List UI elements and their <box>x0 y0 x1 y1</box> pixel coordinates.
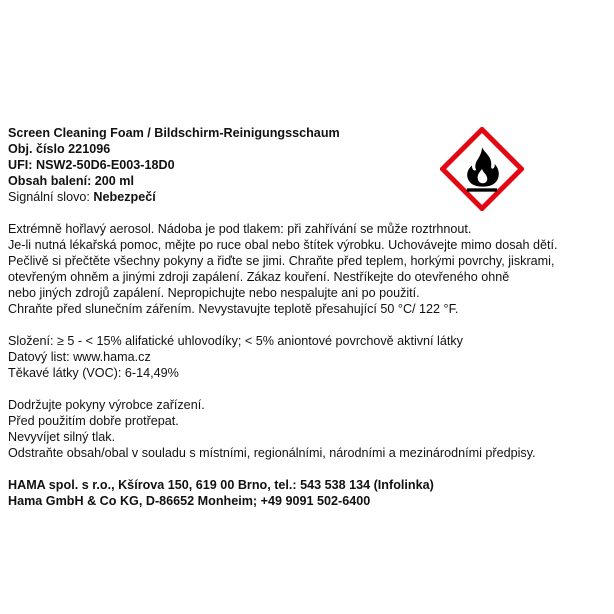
datasheet-line: Datový list: www.hama.cz <box>8 350 151 364</box>
hazard-line: Extrémně hořlavý aerosol. Nádoba je pod tlakem: při zahřívání se může roztrhnout. <box>8 222 472 236</box>
instruction-line: Odstraňte obsah/obal v souladu s místními, regionálními, národními a mezinárodními předpisy. <box>8 446 536 460</box>
instruction-line: Nevyvíjet silný tlak. <box>8 430 116 444</box>
ghs-flammable-icon <box>440 127 524 211</box>
hazard-line: Chraňte před slunečním zářením. Nevystavujte teplotě přesahující 50 °C/ 122 °F. <box>8 302 459 316</box>
hazard-line: Je-li nutná lékařská pomoc, mějte po ruce obal nebo štítek výrobku. Uchovávejte mimo dosah dětí. <box>8 238 558 252</box>
hazard-line: nebo jiných zdrojů zapálení. Nepropichujte nebo nespalujte ani po použití. <box>8 286 420 300</box>
manufacturer-line: HAMA spol. s r.o., Kšírova 150, 619 00 Brno, tel.: 543 538 134 (Infolinka) <box>8 478 434 492</box>
order-number: Obj. číslo 221096 <box>8 142 111 156</box>
instruction-line: Před použitím dobře protřepat. <box>8 414 179 428</box>
package-content: Obsah balení: 200 ml <box>8 174 134 188</box>
composition-block <box>8 333 608 381</box>
manufacturer-line: Hama GmbH & Co KG, D-86652 Monheim; +49 9091 502-6400 <box>8 494 371 508</box>
product-name: Screen Cleaning Foam / Bildschirm-Reinigungsschaum <box>8 126 340 140</box>
composition-line: Složení: ≥ 5 - < 15% alifatické uhlovodíky; < 5% aniontové povrchově aktivní látky <box>8 334 463 348</box>
signal-word-value: Nebezpečí <box>93 190 156 204</box>
manufacturer-block <box>8 477 608 509</box>
instructions-block <box>8 397 608 461</box>
ufi-code: UFI: NSW2-50D6-E003-18D0 <box>8 158 175 172</box>
signal-word-label: Signální slovo: <box>8 190 94 204</box>
instruction-line: Dodržujte pokyny výrobce zařízení. <box>8 398 205 412</box>
hazard-line: otevřeným ohněm a jinými zdroji zapálení. Zákaz kouření. Nestříkejte do otevřeného ohně <box>8 270 510 284</box>
hazard-statements <box>8 221 608 317</box>
voc-line: Těkavé látky (VOC): 6-14,49% <box>8 366 179 380</box>
hazard-line: Pečlivě si přečtěte všechny pokyny a řiďte se jimi. Chraňte před teplem, horkými povrchy, jiskrami, <box>8 254 555 268</box>
flame-base <box>467 188 497 191</box>
